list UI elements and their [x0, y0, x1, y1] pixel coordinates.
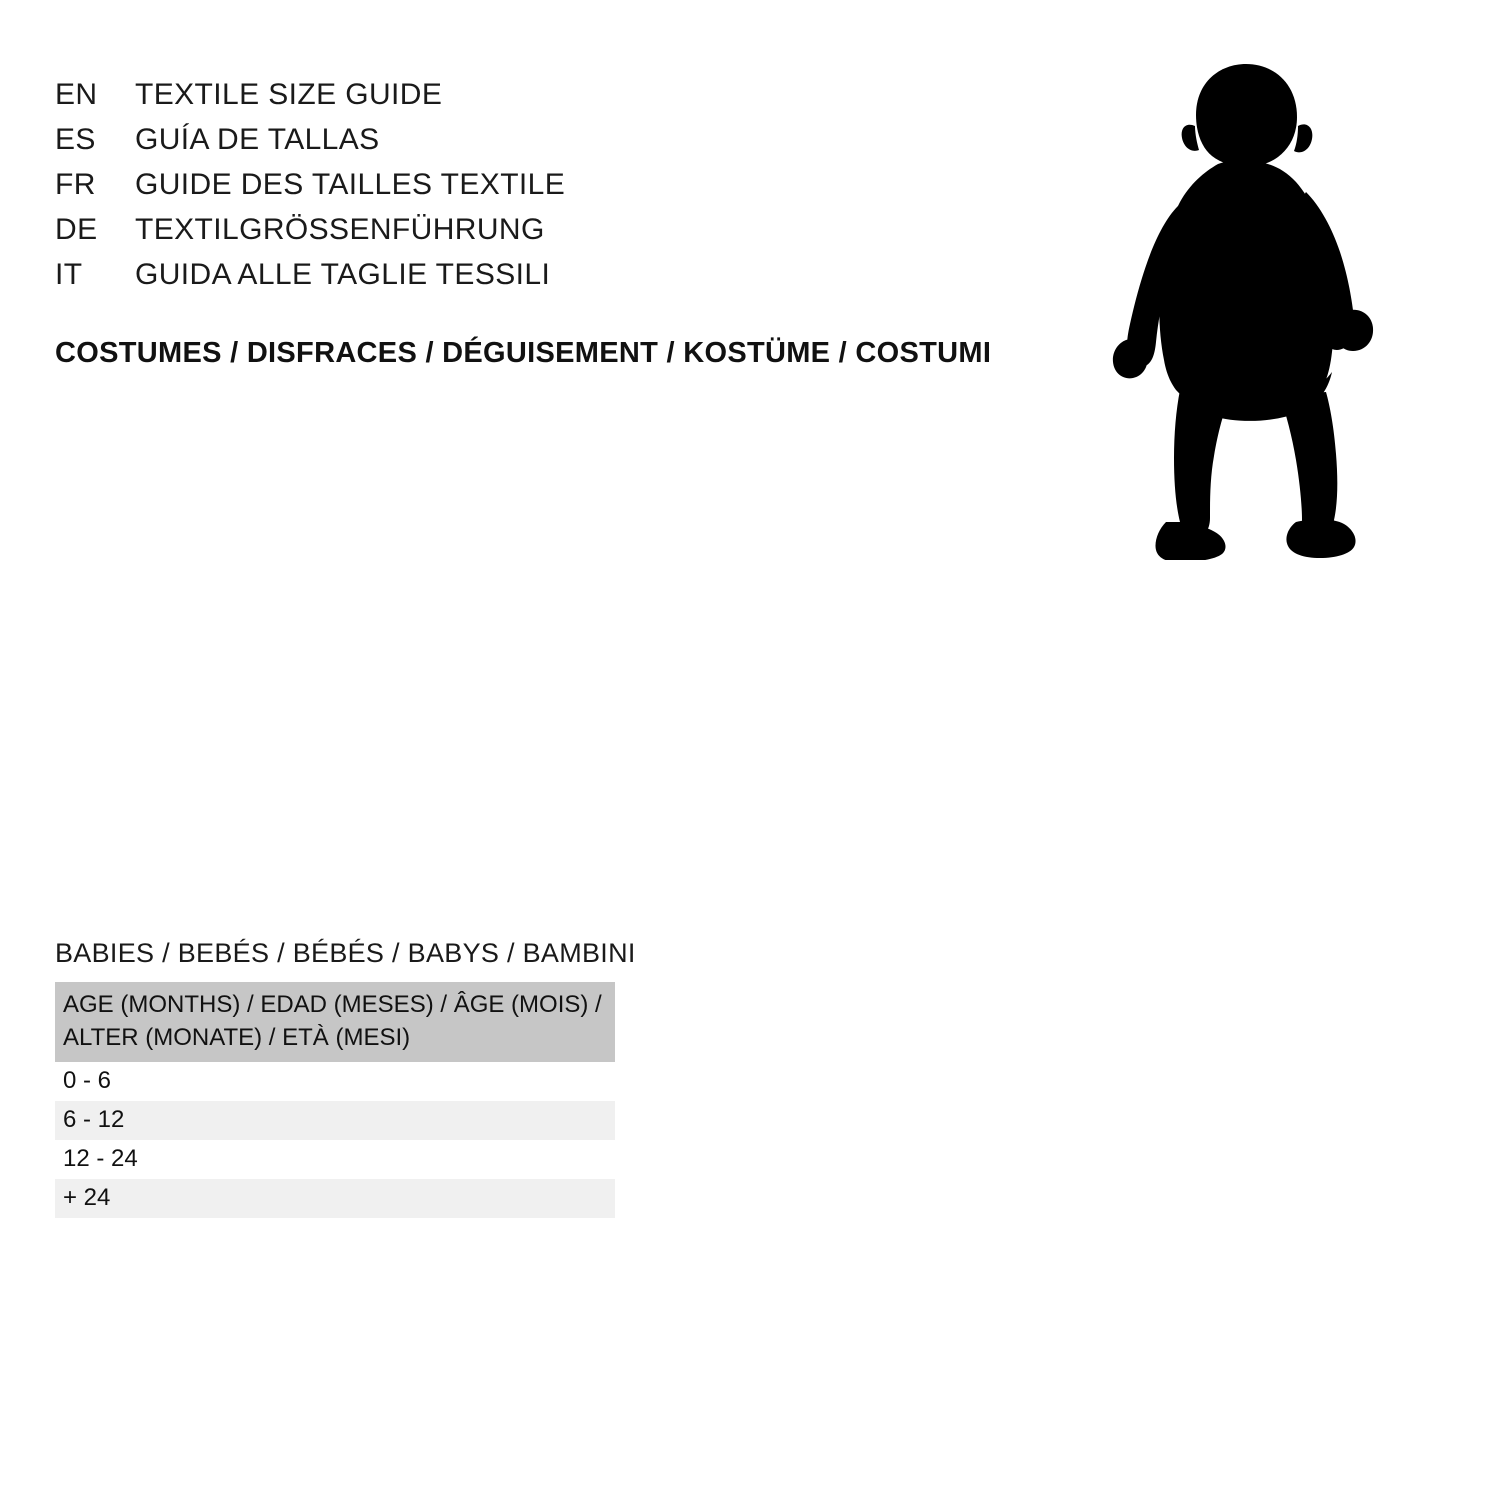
language-header-block: [55, 78, 565, 303]
language-text-de: TEXTILGRÖSSENFÜHRUNG: [135, 213, 545, 246]
babies-section-title: BABIES / BEBÉS / BÉBÉS / BABYS / BAMBINI: [55, 938, 636, 968]
language-row-de: [55, 213, 565, 258]
language-row-es: [55, 123, 565, 168]
table-row: [55, 1062, 615, 1101]
cell-age-range: 12 - 24: [55, 1140, 615, 1179]
baby-silhouette-illustration: [1100, 60, 1380, 560]
language-row-it: [55, 258, 565, 303]
language-text-es: GUÍA DE TALLAS: [135, 123, 380, 156]
language-row-fr: [55, 168, 565, 213]
language-text-en: TEXTILE SIZE GUIDE: [135, 78, 443, 111]
language-code-de: DE: [55, 213, 98, 246]
language-text-it: GUIDA ALLE TAGLIE TESSILI: [135, 258, 551, 291]
language-code-fr: FR: [55, 168, 96, 201]
column-header-age: AGE (MONTHS) / EDAD (MESES) / ÂGE (MOIS) / ALTER (MONATE) / ETÀ (MESI): [55, 982, 615, 1062]
language-code-en: EN: [55, 78, 98, 111]
babies-size-table: [55, 982, 615, 1218]
language-code-it: IT: [55, 258, 83, 291]
baby-silhouette-icon: [1113, 64, 1373, 560]
language-code-es: ES: [55, 123, 96, 156]
cell-age-range: 0 - 6: [55, 1062, 615, 1101]
language-text-fr: GUIDE DES TAILLES TEXTILE: [135, 168, 566, 201]
language-row-en: [55, 78, 565, 123]
table-row: [55, 1140, 615, 1179]
table-header-row: [55, 982, 615, 1062]
babies-size-section: [55, 938, 636, 1218]
costumes-heading: COSTUMES / DISFRACES / DÉGUISEMENT / KOSTÜME / COSTUMI: [55, 337, 992, 369]
table-row: [55, 1179, 615, 1218]
cell-age-range: 6 - 12: [55, 1101, 615, 1140]
table-row: [55, 1101, 615, 1140]
cell-age-range: + 24: [55, 1179, 615, 1218]
